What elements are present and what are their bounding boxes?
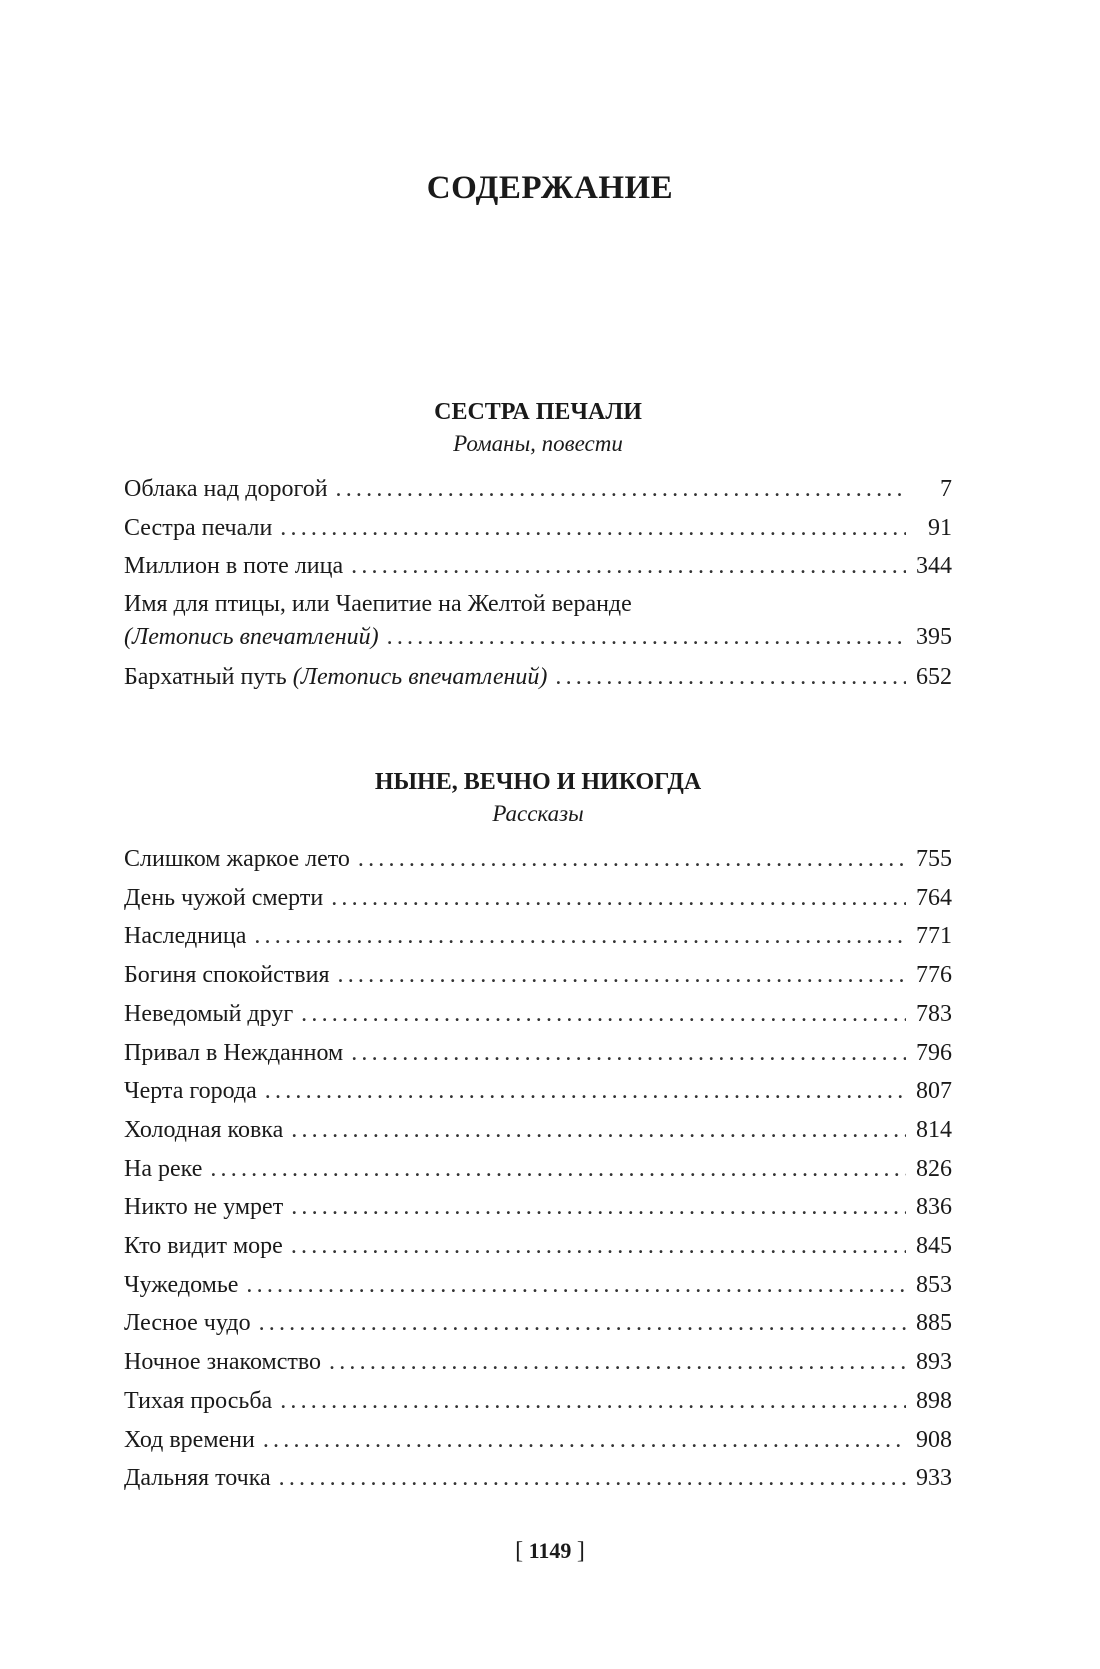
toc-entry[interactable] bbox=[124, 840, 952, 879]
entry-title: Облака над дорогой bbox=[124, 476, 328, 502]
dot-leader bbox=[291, 1188, 906, 1227]
dot-leader bbox=[280, 1382, 906, 1421]
toc-entry[interactable] bbox=[124, 509, 952, 548]
entry-title: На реке bbox=[124, 1155, 203, 1182]
entry-title: Наследница bbox=[124, 923, 247, 950]
entry-title: Слишком жаркое лето bbox=[124, 846, 350, 872]
dot-leader bbox=[291, 1227, 906, 1266]
toc-entry[interactable] bbox=[124, 1227, 952, 1266]
entry-title: Неведомый друг bbox=[124, 1000, 294, 1027]
toc-entry[interactable] bbox=[124, 1034, 952, 1073]
entry-title: Имя для птицы, или Чаепитие на Желтой веранде bbox=[124, 591, 632, 618]
entry-page-number: 652 bbox=[916, 664, 952, 691]
entry-title: Никто не умрет bbox=[124, 1194, 284, 1221]
folio-open-bracket: [ bbox=[515, 1538, 524, 1564]
toc-entry[interactable] bbox=[124, 1421, 952, 1460]
entry-title: Кто видит море bbox=[124, 1233, 283, 1260]
section-title: СЕСТРА ПЕЧАЛИ bbox=[434, 399, 642, 425]
dot-leader bbox=[280, 509, 906, 548]
entry-page-number: 91 bbox=[928, 514, 952, 541]
toc-entry[interactable] bbox=[124, 470, 952, 509]
entry-page-number: 893 bbox=[916, 1349, 952, 1376]
entry-page-number: 771 bbox=[916, 923, 952, 950]
folio-number: 1149 bbox=[528, 1538, 572, 1563]
toc-entry[interactable] bbox=[124, 995, 952, 1034]
entry-page-number: 755 bbox=[916, 846, 952, 872]
section-title: НЫНЕ, ВЕЧНО И НИКОГДА bbox=[374, 769, 702, 795]
entry-title: Ночное знакомство bbox=[124, 1349, 322, 1376]
page-number bbox=[0, 1538, 1100, 1565]
entry-page-number: 807 bbox=[916, 1078, 952, 1105]
entry-page-number: 845 bbox=[916, 1233, 952, 1260]
entry-page-number: 776 bbox=[916, 962, 952, 989]
dot-leader bbox=[254, 917, 906, 956]
section-subtitle: Рассказы bbox=[492, 801, 584, 826]
entry-title: Тихая просьба bbox=[124, 1387, 273, 1414]
toc-entry-multiline[interactable] bbox=[124, 588, 952, 654]
entry-title: День чужой смерти bbox=[124, 884, 324, 911]
entry-title: Богиня спокойствия bbox=[124, 962, 330, 989]
dot-leader bbox=[259, 1304, 906, 1343]
entry-page-number: 898 bbox=[916, 1387, 952, 1414]
entry-title-main: Бархатный путь bbox=[124, 664, 287, 691]
entry-page-number: 885 bbox=[916, 1310, 952, 1337]
entry-page-number: 836 bbox=[916, 1194, 952, 1221]
entry-title: Миллион в поте лица bbox=[124, 553, 344, 580]
entry-title: Черта города bbox=[124, 1078, 257, 1105]
dot-leader bbox=[351, 547, 906, 586]
dot-leader bbox=[555, 658, 906, 697]
entry-title: Чужедомье bbox=[124, 1271, 239, 1298]
toc-entry[interactable] bbox=[124, 1150, 952, 1189]
dot-leader bbox=[265, 1072, 906, 1111]
entry-page-number: 783 bbox=[916, 1000, 952, 1027]
entry-title: Привал в Нежданном bbox=[124, 1039, 344, 1066]
dot-leader bbox=[246, 1266, 906, 1305]
entry-page-number: 814 bbox=[916, 1116, 952, 1143]
toc-entry[interactable] bbox=[124, 1111, 952, 1150]
dot-leader bbox=[210, 1150, 906, 1189]
entry-page-number: 908 bbox=[916, 1426, 952, 1453]
dot-leader bbox=[331, 879, 906, 918]
toc-entry[interactable] bbox=[124, 879, 952, 918]
section-stories bbox=[124, 766, 952, 1498]
toc-entry[interactable] bbox=[124, 1072, 952, 1111]
toc-entry[interactable] bbox=[124, 658, 952, 697]
entry-title: Холодная ковка bbox=[124, 1116, 284, 1143]
toc-list bbox=[124, 840, 952, 1498]
entry-title-note: (Летопись впечатлений) bbox=[292, 664, 548, 691]
dot-leader bbox=[301, 995, 906, 1034]
entry-page-number: 7 bbox=[940, 476, 952, 502]
entry-title: Сестра печали bbox=[124, 514, 273, 541]
entry-page-number: 764 bbox=[916, 884, 952, 911]
toc-entry[interactable] bbox=[124, 1304, 952, 1343]
entry-page-number: 826 bbox=[916, 1155, 952, 1182]
toc-entry[interactable] bbox=[124, 1343, 952, 1382]
dot-leader bbox=[387, 620, 906, 654]
dot-leader bbox=[351, 1034, 906, 1073]
dot-leader bbox=[329, 1343, 906, 1382]
section-subtitle: Романы, повести bbox=[453, 431, 623, 456]
dot-leader bbox=[291, 1111, 906, 1150]
toc-entry[interactable] bbox=[124, 917, 952, 956]
toc-entry[interactable] bbox=[124, 1382, 952, 1421]
section-novels bbox=[124, 396, 952, 697]
entry-page-number: 796 bbox=[916, 1039, 952, 1066]
toc-entry[interactable] bbox=[124, 1459, 952, 1498]
toc-entry[interactable] bbox=[124, 547, 952, 586]
toc-entry[interactable] bbox=[124, 1266, 952, 1305]
dot-leader bbox=[358, 840, 906, 879]
entry-title: Лесное чудо bbox=[124, 1310, 251, 1337]
page-title: СОДЕРЖАНИЕ bbox=[426, 170, 674, 206]
entry-page-number: 853 bbox=[916, 1271, 952, 1298]
toc-entry[interactable] bbox=[124, 956, 952, 995]
entry-title: Дальняя точка bbox=[124, 1465, 271, 1492]
toc-entry[interactable] bbox=[124, 1188, 952, 1227]
folio-close-bracket: ] bbox=[576, 1538, 585, 1564]
entry-page-number: 933 bbox=[916, 1465, 952, 1492]
dot-leader bbox=[338, 956, 907, 995]
entry-title-note: (Летопись впечатлений) bbox=[124, 624, 379, 651]
entry-title bbox=[124, 658, 547, 697]
dot-leader bbox=[263, 1421, 906, 1460]
dot-leader bbox=[336, 470, 906, 509]
entry-page-number: 344 bbox=[916, 553, 952, 580]
entry-title: Ход времени bbox=[124, 1426, 255, 1453]
entry-page-number: 395 bbox=[916, 624, 952, 651]
dot-leader bbox=[279, 1459, 906, 1498]
